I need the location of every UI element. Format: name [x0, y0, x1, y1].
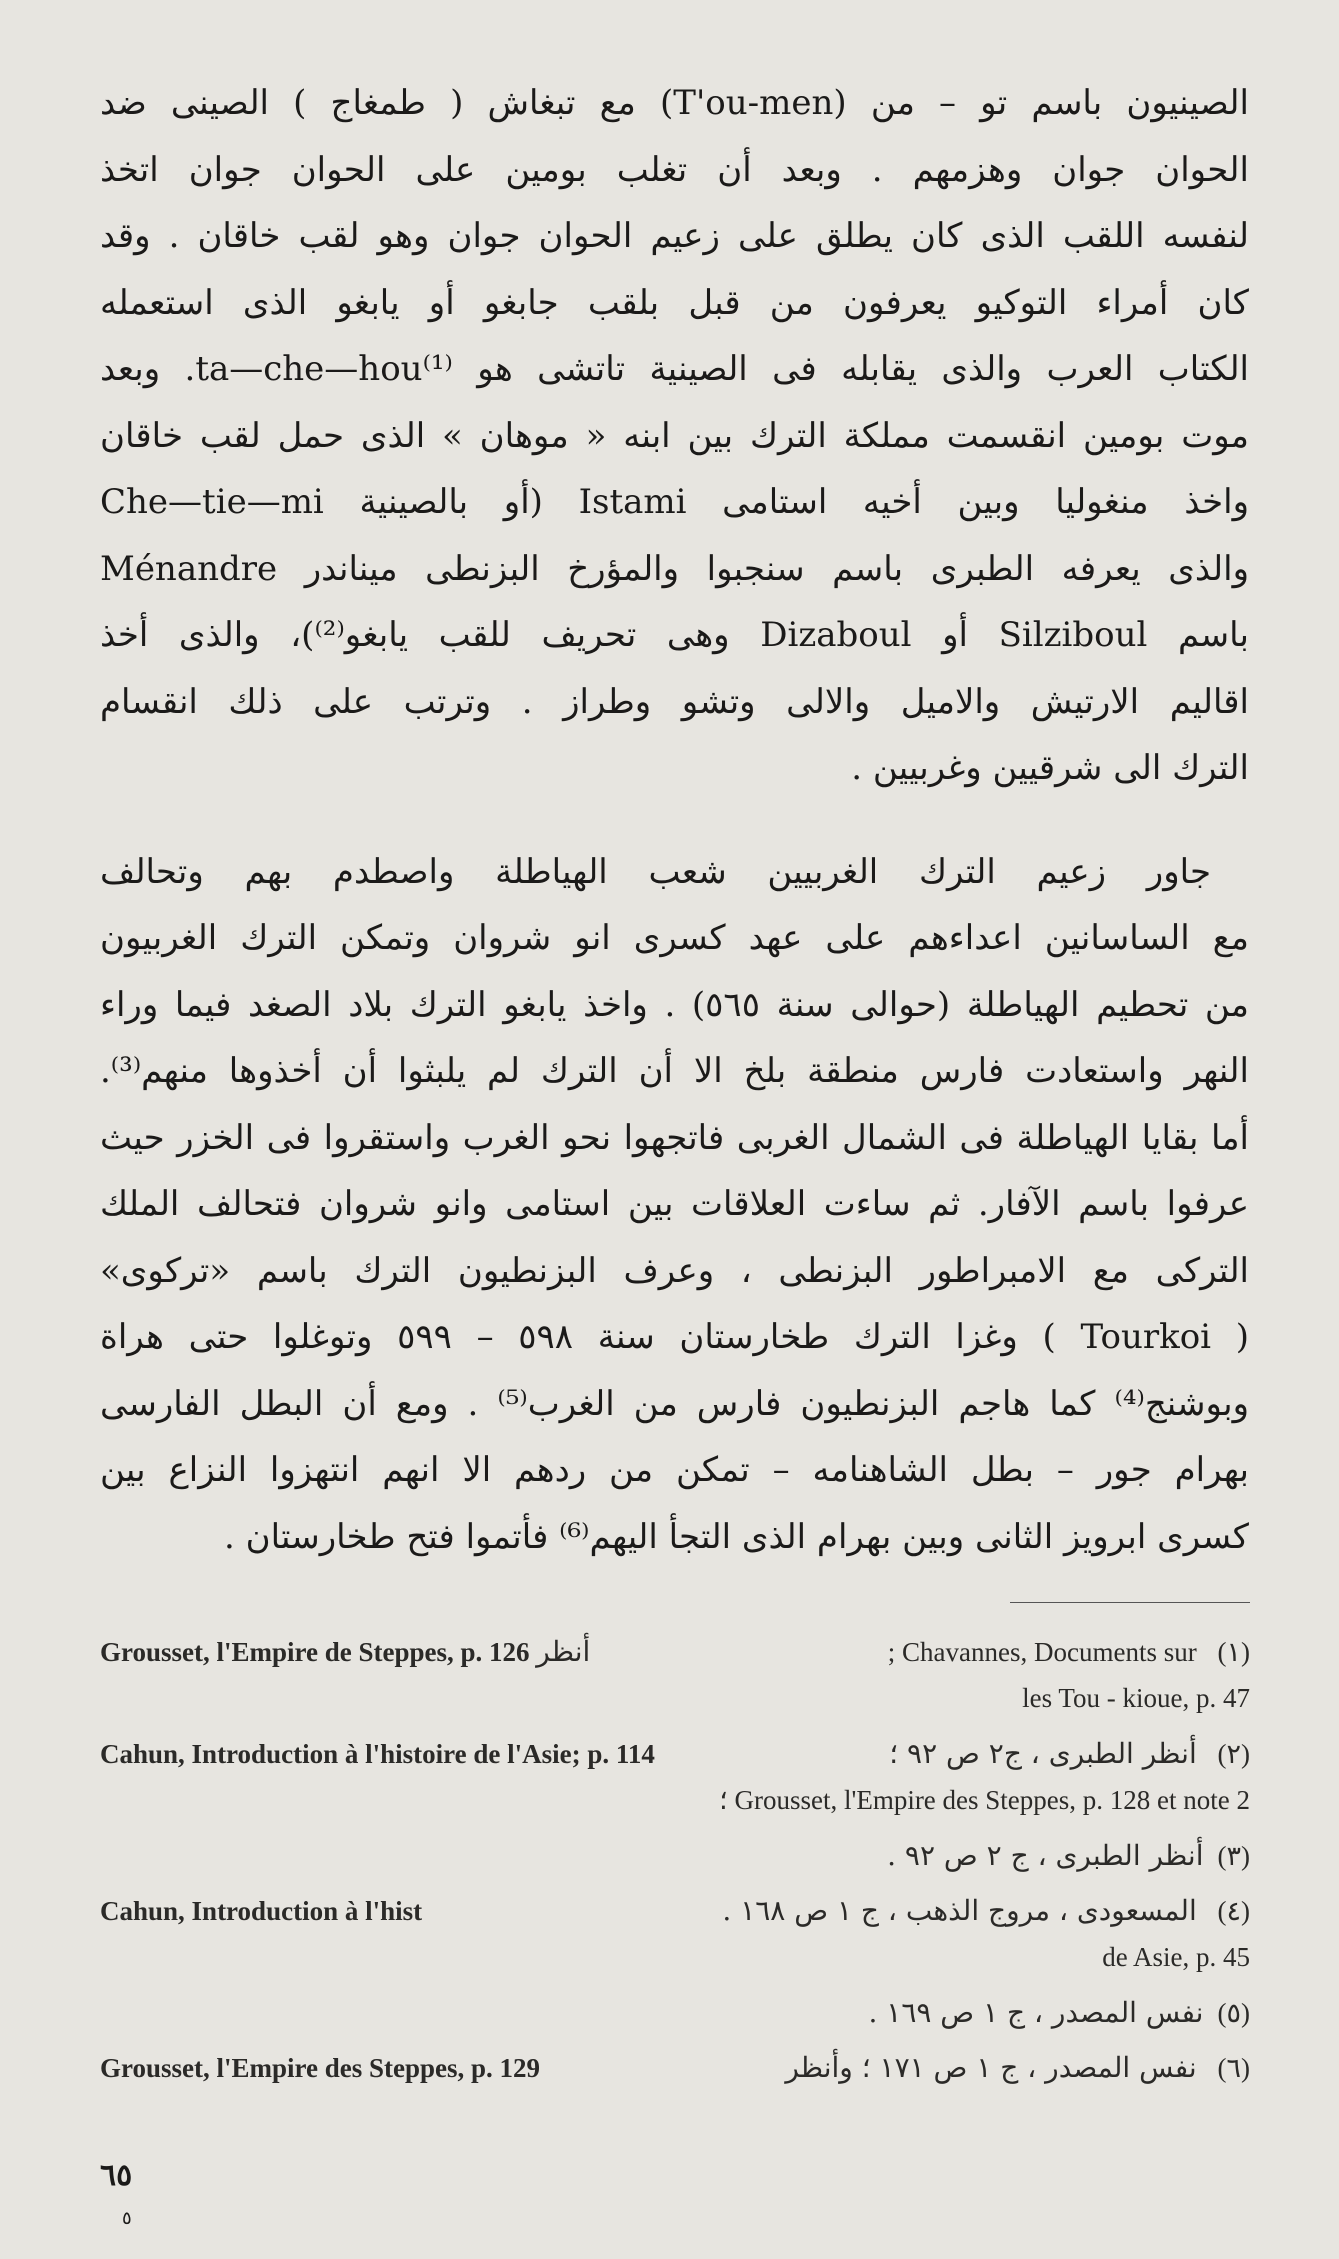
footnote-arabic: نفس المصدر ، ج ١ ص ١٦٩ . — [868, 1996, 1204, 2029]
text-line: الترك الى شرقيين وغربيين . — [851, 748, 1249, 788]
text-line: ( Tourkoi ) وغزا الترك طخارستان سنة ٥٩٨ – ٥٩٩ وتوغلوا حتى هراة — [100, 1317, 1249, 1357]
body-paragraph-2 — [100, 839, 1249, 1571]
footnote-line — [100, 1628, 1250, 1675]
text-line: بهرام جور – بطل الشاهنامه – تمكن من ردهم الا انهم انتهزوا النزاع بين — [100, 1450, 1249, 1490]
footnote-line — [100, 1934, 1250, 1981]
footnotes — [100, 1628, 1250, 2091]
text-line: باسم Silziboul أو Dizaboul وهى تحريف للقب يابغو⁽²⁾)، والذى أخذ — [100, 615, 1249, 655]
footnote-number: (١) — [1217, 1637, 1250, 1667]
footnote-number: (٣) — [1217, 1841, 1250, 1871]
text-line: أما بقايا الهياطلة فى الشمال الغربى فاتجهوا نحو الغرب واستقروا فى الخزر حيث — [100, 1117, 1249, 1158]
text-line: كسرى ابرويز الثانى وبين بهرام الذى التجأ اليهم⁽⁶⁾ فأتموا فتح طخارستان . — [224, 1516, 1249, 1557]
text-line: عرفوا باسم الآفار. ثم ساءت العلاقات بين استامى وانو شروان فتحالف الملك — [100, 1184, 1249, 1224]
footnote-line — [100, 1989, 1250, 2036]
footnote-3 — [100, 1832, 1250, 1879]
footnote-citation: Cahun, Introduction à l'hist — [100, 1896, 423, 1926]
footnote-citation: Grousset, l'Empire des Steppes, p. 129 — [100, 2053, 541, 2083]
footnote-citation: ; Chavannes, Documents sur — [887, 1637, 1197, 1667]
text-line: والذى يعرفه الطبرى باسم سنجبوا والمؤرخ البزنطى ميناندر Ménandre — [100, 548, 1249, 589]
footnote-continuation: de Asie, p. 45 — [1102, 1942, 1250, 1972]
text-line: النهر واستعادت فارس منطقة بلخ الا أن الترك لم يلبثوا أن أخذوها منهم⁽³⁾. — [100, 1051, 1249, 1091]
text-line: واخذ منغوليا وبين أخيه استامى Istami (أو بالصينية Che—tie—mi — [100, 482, 1249, 522]
page-number: ٦٥ — [100, 2158, 133, 2193]
footnote-arabic: نفس المصدر ، ج ١ ص ١٧١ ؛ وأنظر — [785, 2051, 1197, 2084]
footnote-number: (٢) — [1217, 1739, 1250, 1769]
footnote-arabic: أنظر — [536, 1635, 591, 1668]
footnote-arabic: أنظر الطبرى ، ج ٢ ص ٩٢ . — [887, 1839, 1204, 1872]
footnote-divider — [1010, 1602, 1250, 1603]
text-line: كان أمراء التوكيو يعرفون من قبل بلقب جابغو أو يابغو الذى استعمله — [100, 282, 1249, 323]
footnote-line — [100, 2044, 1250, 2091]
text-line: جاور زعيم الترك الغربيين شعب الهياطلة واصطدم بهم وتحالف — [100, 851, 1211, 892]
footnote-line — [100, 1730, 1250, 1777]
footnote-number: (٦) — [1217, 2053, 1250, 2083]
footnote-line — [100, 1832, 1250, 1879]
footnote-arabic: أنظر الطبرى ، ج٢ ص ٩٢ ؛ — [889, 1737, 1197, 1770]
footnote-arabic: المسعودى ، مروج الذهب ، ج ١ ص ١٦٨ . — [722, 1894, 1197, 1927]
footnote-line — [100, 1675, 1250, 1722]
text-line: الصينيون باسم تو – من (T'ou-men) مع تبغاش ( طمغاج ) الصينى ضد — [100, 83, 1249, 123]
text-line: موت بومين انقسمت مملكة الترك بين ابنه « موهان » الذى حمل لقب خاقان — [100, 415, 1249, 456]
footnote-5 — [100, 1989, 1250, 2036]
footnote-line — [100, 1887, 1250, 1934]
text-line: الكتاب العرب والذى يقابله فى الصينية تاتشى هو ta—che—hou⁽¹⁾. وبعد — [100, 349, 1249, 389]
footnote-6 — [100, 2044, 1250, 2091]
footnote-continuation: ؛ Grousset, l'Empire des Steppes, p. 128 et note 2 — [719, 1785, 1250, 1815]
footnote-number: (٤) — [1217, 1896, 1250, 1926]
footnote-citation: Grousset, l'Empire de Steppes, p. 126 — [100, 1637, 530, 1667]
page-signature-mark: ٥ — [122, 2208, 132, 2229]
text-line: من تحطيم الهياطلة (حوالى سنة ٥٦٥) . واخذ يابغو الترك بلاد الصغد فيما وراء — [100, 984, 1249, 1025]
footnote-4 — [100, 1887, 1250, 1981]
footnote-1 — [100, 1628, 1250, 1722]
text-line: وبوشنج⁽⁴⁾ كما هاجم البزنطيون فارس من الغرب⁽⁵⁾ . ومع أن البطل الفارسى — [100, 1383, 1249, 1424]
text-line: لنفسه اللقب الذى كان يطلق على زعيم الحوان جوان وهو لقب خاقان . وقد — [100, 216, 1249, 256]
footnote-2 — [100, 1730, 1250, 1824]
body-paragraph-1 — [100, 70, 1249, 802]
text-line: التركى مع الامبراطور البزنطى ، وعرف البزنطيون الترك باسم «تركوى» — [100, 1250, 1249, 1291]
footnote-line — [100, 1777, 1250, 1824]
footnote-continuation: les Tou - kioue, p. 47 — [1022, 1683, 1250, 1713]
footnote-citation: Cahun, Introduction à l'histoire de l'Asie; p. 114 — [100, 1739, 655, 1769]
text-line: اقاليم الارتيش والاميل والالى وتشو وطراز . وترتب على ذلك انقسام — [100, 681, 1249, 722]
footnote-number: (٥) — [1217, 1998, 1250, 2028]
text-line: مع الساسانين اعداءهم على عهد كسرى انو شروان وتمكن الترك الغربيون — [100, 918, 1249, 958]
text-line: الحوان جوان وهزمهم . وبعد أن تغلب بومين على الحوان جوان اتخذ — [100, 149, 1249, 190]
